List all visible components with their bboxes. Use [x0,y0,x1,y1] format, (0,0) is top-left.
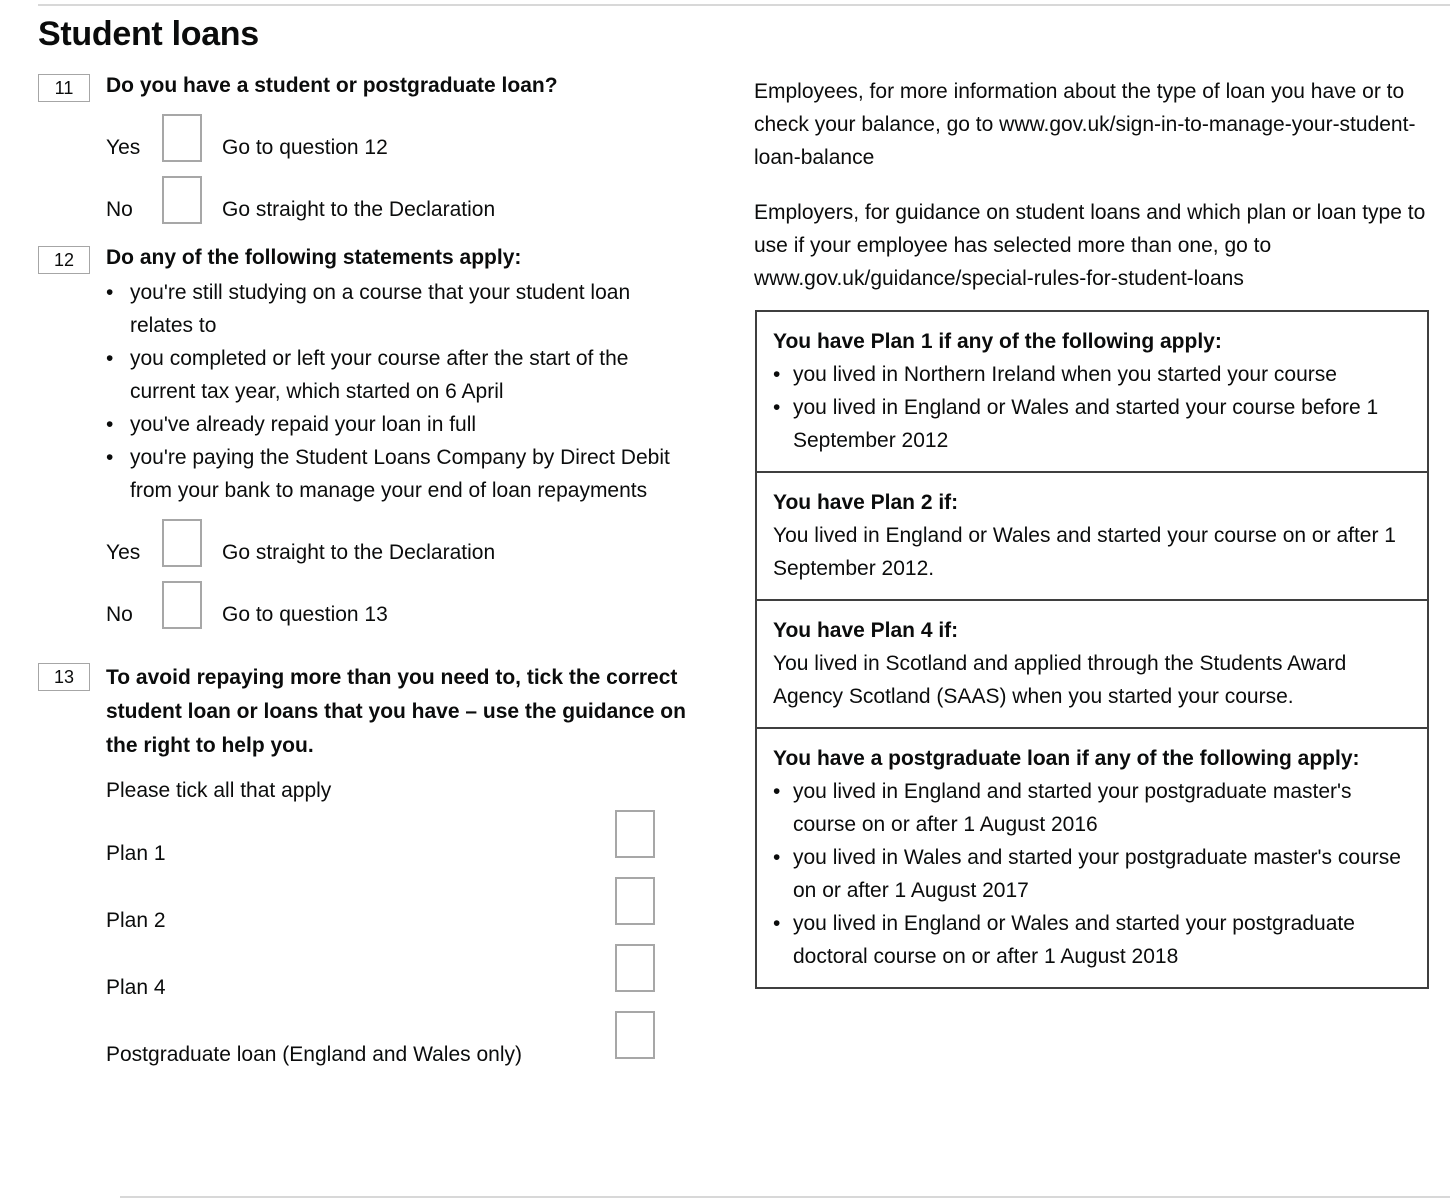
list-item-text: you lived in England or Wales and started your postgraduate doctoral course on or after 1 August 2018 [793,912,1355,968]
question-12-header [38,244,738,274]
bullet-icon: • [773,846,781,869]
list-item-text: you completed or left your course after the start of the current tax year, which started on 6 April [130,347,629,403]
list-item [106,441,690,507]
question-13-number: 13 [38,663,90,691]
plan-4-label: Plan 4 [106,976,166,999]
list-item-text: you've already repaid your loan in full [130,413,477,436]
list-item [773,358,1411,391]
question-13-header [38,661,738,763]
postgraduate-loan-checkbox[interactable] [615,1011,655,1059]
list-item [773,907,1411,973]
question-12-block [38,244,738,631]
list-item [773,841,1411,907]
question-12-no-row [38,579,738,631]
question-11-no-row [38,174,738,226]
guidance-intro-employers: Employers, for guidance on student loans and which plan or loan type to use if your employee has selected more than one, go to www.gov.uk/guidance/special-rules-for-student-loans [754,201,1426,290]
plan-2-checkbox[interactable] [615,877,655,925]
guidance-panel-plan-4-text: You lived in Scotland and applied through the Students Award Agency Scotland (SAAS) when you started your course. [773,652,1347,708]
bottom-divider-rule [120,1196,1450,1198]
form-left-column [38,0,738,1073]
plan-4-checkbox[interactable] [615,944,655,992]
guidance-panel-plan-1 [757,312,1427,473]
plan-1-label: Plan 1 [106,842,166,865]
list-item [106,276,690,342]
guidance-intro-employees: Employees, for more information about the type of loan you have or to check your balance, go to www.gov.uk/sign-in-to-manage-your-student-loan-balance [754,80,1416,169]
list-item-text: you lived in England and started your postgraduate master's course on or after 1 August 2016 [793,780,1352,836]
question-12-title: Do any of the following statements apply: [106,246,522,269]
question-12-no-label: No [106,603,133,626]
guidance-panel-plan-1-list [773,358,1411,457]
list-item-text: you lived in England or Wales and started your course before 1 September 2012 [793,396,1379,452]
postgraduate-loan-row [38,1006,738,1073]
list-item [773,391,1411,457]
guidance-panel-plan-1-heading: You have Plan 1 if any of the following apply: [773,330,1222,353]
question-12-no-note: Go to question 13 [222,603,388,626]
question-11-header [38,72,738,102]
bullet-icon: • [106,347,114,370]
list-item [106,408,690,441]
question-11-yes-checkbox[interactable] [162,114,202,162]
list-item [106,342,690,408]
question-11-block [38,72,738,226]
plan-2-label: Plan 2 [106,909,166,932]
postgraduate-loan-label: Postgraduate loan (England and Wales only) [106,1043,522,1066]
question-12-no-checkbox[interactable] [162,581,202,629]
question-12-statement-list [38,276,738,507]
bullet-icon: • [773,396,781,419]
bullet-icon: • [106,446,114,469]
question-11-yes-row [38,112,738,164]
bullet-icon: • [773,780,781,803]
question-13-block [38,661,738,1073]
question-11-title: Do you have a student or postgraduate loan? [106,74,558,97]
bullet-icon: • [773,912,781,935]
question-11-yes-label: Yes [106,136,141,159]
question-12-yes-checkbox[interactable] [162,519,202,567]
bullet-icon: • [773,363,781,386]
question-11-yes-note: Go to question 12 [222,136,388,159]
guidance-panel-plan-4-heading: You have Plan 4 if: [773,619,959,642]
question-12-yes-row [38,517,738,569]
list-item-text: you're still studying on a course that your student loan relates to [130,281,631,337]
list-item-text: you're paying the Student Loans Company by Direct Debit from your bank to manage your end of loan repayments [130,446,670,502]
bullet-icon: • [106,281,114,304]
guidance-panel-postgraduate [757,729,1427,987]
guidance-panel-plan-2-heading: You have Plan 2 if: [773,491,959,514]
list-item [773,775,1411,841]
guidance-panel-postgraduate-heading: You have a postgraduate loan if any of the following apply: [773,747,1360,770]
question-12-yes-note: Go straight to the Declaration [222,541,496,564]
question-12-yes-label: Yes [106,541,141,564]
guidance-right-column [754,0,1450,968]
guidance-panel-postgraduate-list [773,775,1411,973]
list-item-text: you lived in Northern Ireland when you started your course [793,363,1337,386]
plan-1-checkbox[interactable] [615,810,655,858]
question-11-no-label: No [106,198,133,221]
page-title: Student loans [38,15,259,53]
guidance-panel-plan-2 [757,473,1427,601]
plan-1-row [38,805,738,872]
plan-4-row [38,939,738,1006]
plan-2-row [38,872,738,939]
question-13-title: To avoid repaying more than you need to, tick the correct student loan or loans that you have – use the guidance on the right to help you. [106,666,686,757]
question-11-no-note: Go straight to the Declaration [222,198,496,221]
question-11-number: 11 [38,74,90,102]
guidance-panel-stack [755,310,1429,989]
question-12-number: 12 [38,246,90,274]
bullet-icon: • [106,413,114,436]
list-item-text: you lived in Wales and started your postgraduate master's course on or after 1 August 2017 [793,846,1401,902]
question-13-instruction: Please tick all that apply [106,779,332,802]
question-11-no-checkbox[interactable] [162,176,202,224]
guidance-panel-plan-4 [757,601,1427,729]
guidance-panel-plan-2-text: You lived in England or Wales and started your course on or after 1 September 2012. [773,524,1396,580]
